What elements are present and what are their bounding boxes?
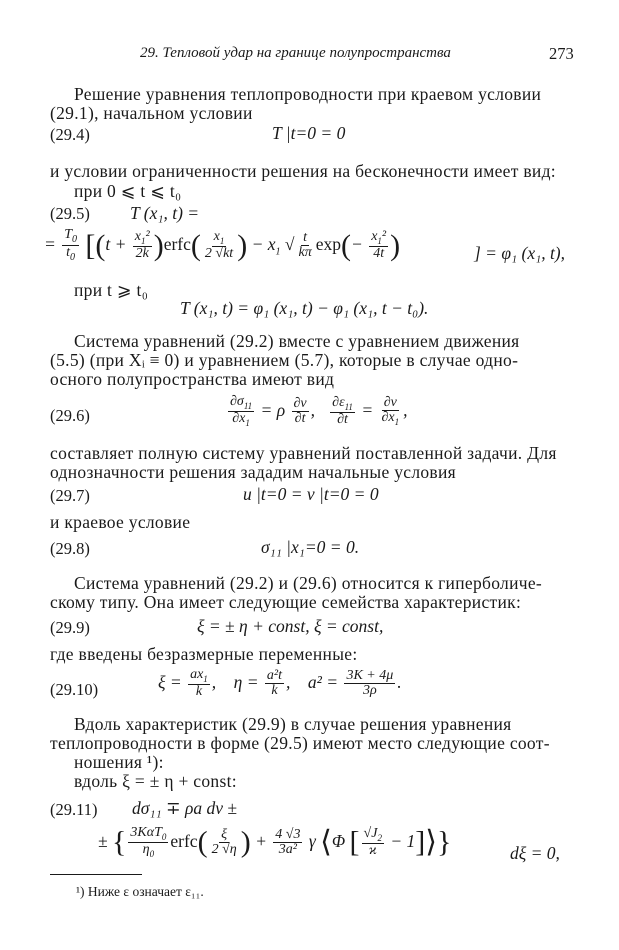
equation-number: (29.5) xyxy=(50,204,90,223)
text-line: Вдоль характеристик (29.9) в случае решения уравнения xyxy=(74,714,512,734)
text-line: Решение уравнения теплопроводности при краевом условии xyxy=(74,84,542,104)
equation-29-5-second: T (x₁, t) = φ₁ (x₁, t) − φ₁ (x₁, t − t₀). xyxy=(180,298,429,318)
equation-29-10: ξ = $\frac{ax_1}{k}$ , η = $\frac{\text{a²t}}{k}$ , a² = $\frac{3K + 4\mu}{3\rho}$ . xyxy=(158,667,402,700)
text-line: (5.5) (при Xᵢ ≡ 0) и уравнением (5.7), которые в случае одно- xyxy=(50,350,519,370)
equation-29-5-rhs: ] = φ₁ (x₁, t), xyxy=(474,243,566,263)
equation-29-5-body: = $\frac{T_0}{t_0}$ [(t + $\frac{x_1^2}{2k}$ )erfc( $\frac{x_1}{2 √kt}$ ) − $x_1$ √ $\frac{t}{k\pi}$ exp(− $\frac{x_1^2}{4t}$ ) xyxy=(44,227,401,264)
text-line: и условии ограниченности решения на бесконечности имеет вид: xyxy=(50,161,556,181)
text-line: теплопроводности в форме (29.5) имеют место следующие соот- xyxy=(50,733,550,753)
text-line: при 0 ⩽ t ⩽ t₀ xyxy=(74,181,182,201)
footnote: ¹) Ниже ε означает ε₁₁. xyxy=(76,884,204,899)
text-line: осного полупространства имеют вид xyxy=(50,369,335,389)
equation-29-5-lhs: T (x₁, t) = xyxy=(130,203,200,223)
text-line: (29.1), начальном условии xyxy=(50,103,253,123)
equation-29-11-body: ± { $\frac{3K\alpha T_0}{\eta_0}$ erfc( $\frac{\xi}{2 √\eta}$ ) + $\frac{4 √3}{\text{3a²}}$ γ ⟨Φ [ $\frac{√J_2}{ϰ}$ − 1]⟩} xyxy=(98,825,452,860)
text-line: ношения ¹): xyxy=(74,752,164,772)
text-line: вдоль ξ = ± η + const: xyxy=(74,771,237,791)
text-line: Система уравнений (29.2) и (29.6) относится к гиперболиче- xyxy=(74,573,543,593)
equation-29-7: u |t=0 = v |t=0 = 0 xyxy=(243,484,379,504)
equation-number: (29.10) xyxy=(50,680,99,699)
equation-29-8: σ₁₁ |x₁=0 = 0. xyxy=(261,537,360,557)
equation-29-11-first: dσ₁₁ ∓ ρa dv ± xyxy=(132,798,237,818)
equation-29-6: $\frac{\partial\sigma_{11}}{\partial x_1}$ = ρ $\frac{\partial v}{\partial t}$ , $\frac{\partial\varepsilon_{11}}{\partial t}$ = $\frac{\partial v}{\partial x_1}$ , xyxy=(230,394,408,429)
equation-number: (29.4) xyxy=(50,125,90,144)
equation-number: (29.11) xyxy=(50,800,98,819)
equation-number: (29.6) xyxy=(50,406,90,425)
equation-number: (29.9) xyxy=(50,618,90,637)
text-line: однозначности решения зададим начальные условия xyxy=(50,462,457,482)
equation-29-9: ξ = ± η + const, ξ = const, xyxy=(197,616,384,636)
equation-number: (29.7) xyxy=(50,486,90,505)
text-line: составляет полную систему уравнений поставленной задачи. Для xyxy=(50,443,557,463)
text-line: Система уравнений (29.2) вместе с уравнением движения xyxy=(74,331,520,351)
text-line: при t ⩾ t₀ xyxy=(74,280,149,300)
text-line: где введены безразмерные переменные: xyxy=(50,644,358,664)
text-line: и краевое условие xyxy=(50,512,191,532)
running-header: 29. Тепловой удар на границе полупространства xyxy=(140,45,451,61)
equation-29-4: T |t=0 = 0 xyxy=(272,123,346,143)
equation-29-11-tail: dξ = 0, xyxy=(510,843,560,863)
equation-number: (29.8) xyxy=(50,539,90,558)
footnote-rule xyxy=(50,874,142,875)
page-number: 273 xyxy=(549,44,574,63)
text-line: скому типу. Она имеет следующие семейства характеристик: xyxy=(50,592,522,612)
